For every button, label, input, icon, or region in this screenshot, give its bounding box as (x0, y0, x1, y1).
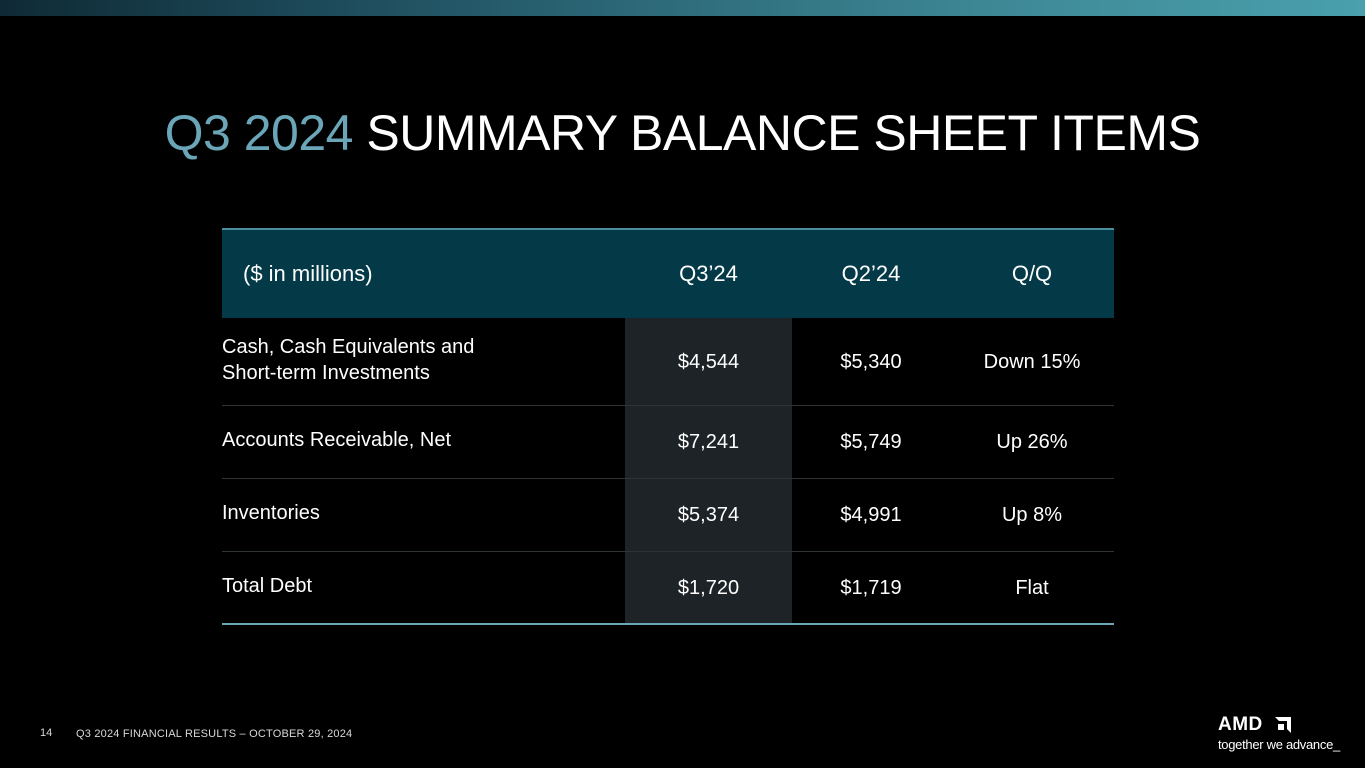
amd-arrow-icon (1274, 716, 1292, 734)
amd-logo (1218, 714, 1353, 754)
header-qq: Q/Q (1011, 261, 1053, 286)
row-label (222, 334, 625, 390)
cell-q2: $4,991 (840, 504, 902, 526)
row-label: Total Debt (222, 574, 313, 597)
table-row (222, 318, 1114, 406)
cell-qq: Flat (1015, 576, 1049, 599)
cell-q3: $7,241 (677, 431, 740, 453)
cell-qq: Up 8% (1001, 504, 1063, 526)
cell-q3: $5,374 (677, 504, 740, 526)
cell-q2: $1,719 (840, 576, 902, 599)
row-label-line1: Cash, Cash Equivalents and (222, 335, 475, 358)
top-gradient-bar (0, 0, 1365, 16)
table-row (222, 552, 1114, 625)
row-label: Inventories (222, 502, 320, 524)
cell-q2: $5,749 (840, 431, 902, 453)
page-number: 14 (40, 727, 53, 739)
logo-tagline: together we advance_ (1218, 737, 1340, 752)
header-q2: Q2’24 (841, 261, 901, 286)
balance-sheet-table (222, 228, 1114, 625)
cell-q3: $4,544 (677, 350, 740, 373)
row-label-line2: Short-term Investments (222, 361, 430, 384)
logo-wordmark: AMD (1218, 714, 1263, 735)
table-header-row (222, 228, 1114, 318)
cell-qq: Down 15% (983, 350, 1081, 373)
cell-q2: $5,340 (840, 350, 902, 373)
header-q3: Q3’24 (679, 261, 738, 286)
table-body (222, 318, 1114, 625)
title-accent: Q3 2024 (164, 105, 353, 161)
page-title (0, 104, 1365, 162)
footer-text: Q3 2024 FINANCIAL RESULTS – OCTOBER 29, 2024 (76, 728, 353, 740)
title-main: SUMMARY BALANCE SHEET ITEMS (366, 105, 1201, 161)
header-label: ($ in millions) (243, 261, 373, 286)
row-label: Accounts Receivable, Net (222, 429, 452, 451)
table-row (222, 406, 1114, 479)
cell-q3: $1,720 (677, 576, 740, 599)
table-row (222, 479, 1114, 552)
cell-qq: Up 26% (996, 431, 1068, 453)
